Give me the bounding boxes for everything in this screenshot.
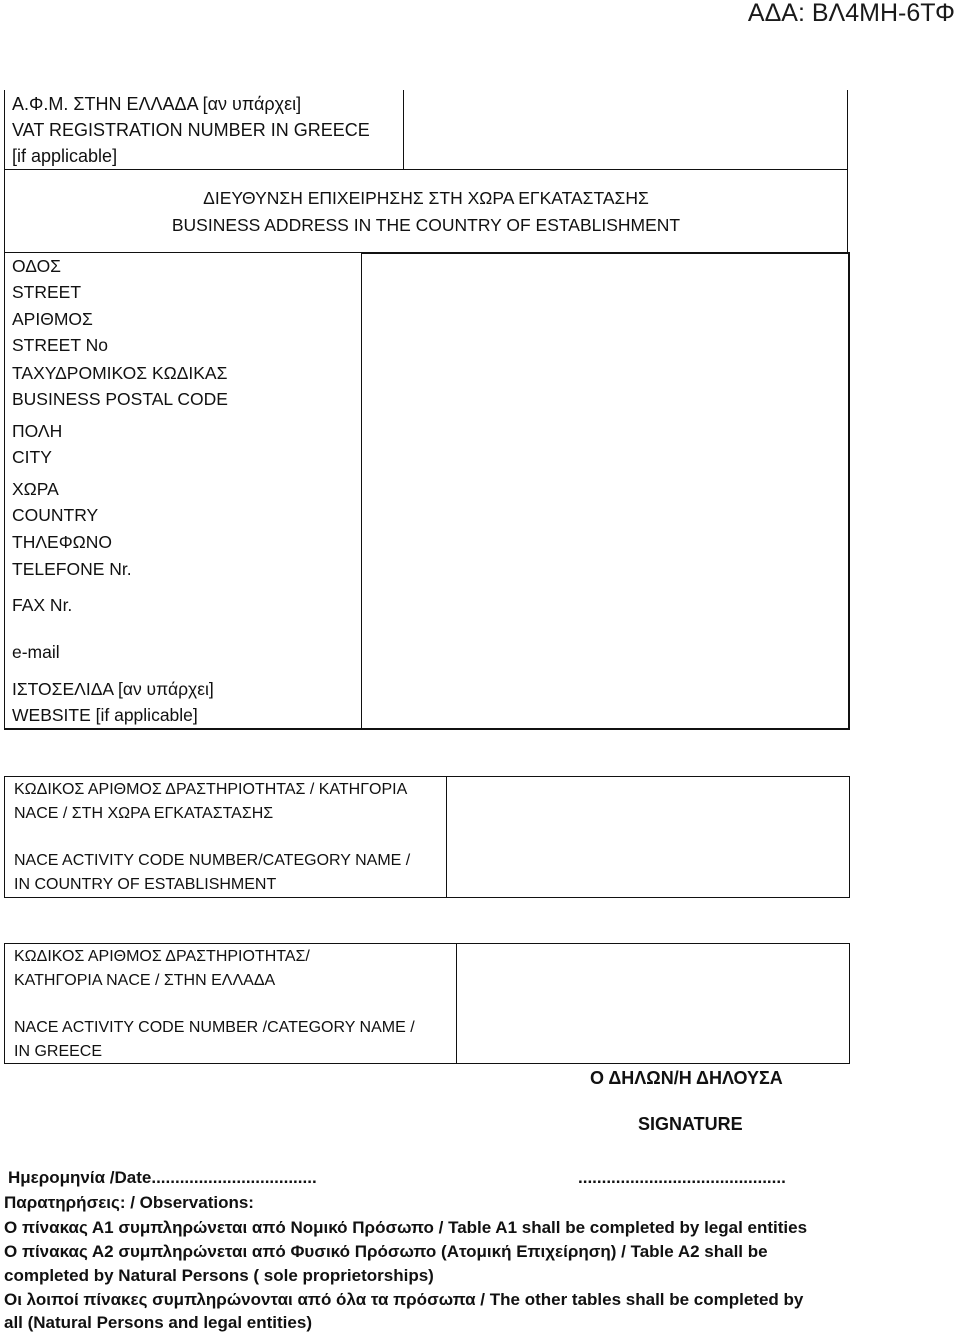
address-heading-greek: ΔΙΕΥΘΥΝΣΗ ΕΠΙΧΕΙΡΗΣΗΣ ΣΤΗ ΧΩΡΑ ΕΓΚΑΤΑΣΤΑΣΗΣ — [203, 188, 649, 208]
website-label: WEBSITE [if applicable] — [12, 705, 198, 725]
city-label: CITY — [12, 447, 52, 467]
address-heading-english: BUSINESS ADDRESS IN THE COUNTRY OF ESTABLISHMENT — [171, 215, 681, 235]
nace-greece-value-cell — [456, 943, 850, 1064]
country-label-greek: ΧΩΡΑ — [12, 479, 59, 499]
address-heading-cell — [4, 170, 848, 252]
nace-establishment-label-line: NACE ACTIVITY CODE NUMBER/CATEGORY NAME / — [14, 852, 411, 869]
observations-title: Παρατηρήσεις: / Observations: — [4, 1193, 254, 1212]
observation-line: Οι λοιποί πίνακες συμπληρώνονται από όλα τα πρόσωπα / The other tables shall be completed by — [4, 1290, 804, 1309]
nace-greece-label-line: ΚΑΤΗΓΟΡΙΑ NACE / ΣΤΗΝ ΕΛΛΑΔΑ — [14, 972, 276, 989]
nace-establishment-label-line: IN COUNTRY OF ESTABLISHMENT — [14, 876, 277, 893]
observation-line: Ο πίνακας Α2 συμπληρώνεται από Φυσικό Πρόσωπο (Ατομική Επιχείρηση) / Table A2 shall be — [4, 1242, 768, 1261]
signature-label: SIGNATURE — [638, 1114, 743, 1134]
observation-line: completed by Natural Persons ( sole proprietorships) — [4, 1266, 434, 1285]
fax-label: FAX Nr. — [12, 595, 73, 615]
date-label: Ημερομηνία /Date................................... — [8, 1168, 317, 1187]
vat-label-line: VAT REGISTRATION NUMBER IN GREECE — [12, 120, 370, 140]
country-label: COUNTRY — [12, 505, 99, 525]
ada-reference: ΑΔΑ: ΒΛ4ΜΗ-6ΤΦ — [747, 0, 955, 27]
street-number-label: STREET No — [12, 335, 108, 355]
telephone-label-greek: ΤΗΛΕΦΩΝΟ — [12, 532, 112, 552]
email-label: e-mail — [12, 642, 60, 662]
vat-value-cell — [404, 90, 848, 170]
declarant-label: Ο ΔΗΛΩΝ/Η ΔΗΛΟΥΣΑ — [590, 1068, 783, 1088]
address-value-cell — [361, 252, 850, 730]
telephone-label: TELEFONE Nr. — [12, 559, 132, 579]
street-label-greek: ΟΔΟΣ — [12, 256, 61, 276]
nace-establishment-value-cell — [446, 776, 850, 898]
observation-line: all (Natural Persons and legal entities) — [4, 1313, 312, 1332]
observation-line: Ο πίνακας Α1 συμπληρώνεται από Νομικό Πρόσωπο / Table A1 shall be completed by legal entities — [4, 1218, 808, 1237]
street-number-label-greek: ΑΡΙΘΜΟΣ — [12, 309, 93, 329]
nace-greece-label-line: IN GREECE — [14, 1043, 103, 1060]
postal-code-label-greek: ΤΑΧΥΔΡΟΜΙΚΟΣ ΚΩΔΙΚΑΣ — [12, 363, 228, 383]
nace-greece-label-line: ΚΩΔΙΚΟΣ ΑΡΙΘΜΟΣ ΔΡΑΣΤΗΡΙΟΤΗΤΑΣ/ — [14, 948, 310, 965]
nace-greece-label-line: NACE ACTIVITY CODE NUMBER /CATEGORY NAME / — [14, 1019, 415, 1036]
signature-line: ............................................ — [578, 1168, 786, 1187]
postal-code-label: BUSINESS POSTAL CODE — [12, 389, 228, 409]
vat-label-line: [if applicable] — [12, 146, 118, 166]
vat-label-line: Α.Φ.Μ. ΣΤΗΝ ΕΛΛΑΔΑ [αν υπάρχει] — [12, 94, 302, 114]
nace-establishment-label-line: NACE / ΣΤΗ ΧΩΡΑ ΕΓΚΑΤΑΣΤΑΣΗΣ — [14, 805, 274, 822]
website-label-greek: ΙΣΤΟΣΕΛΙΔΑ [αν υπάρχει] — [12, 679, 214, 699]
city-label-greek: ΠΟΛΗ — [12, 421, 63, 441]
nace-establishment-label-line: ΚΩΔΙΚΟΣ ΑΡΙΘΜΟΣ ΔΡΑΣΤΗΡΙΟΤΗΤΑΣ / ΚΑΤΗΓΟΡΙΑ — [14, 781, 408, 798]
street-label: STREET — [12, 282, 82, 302]
